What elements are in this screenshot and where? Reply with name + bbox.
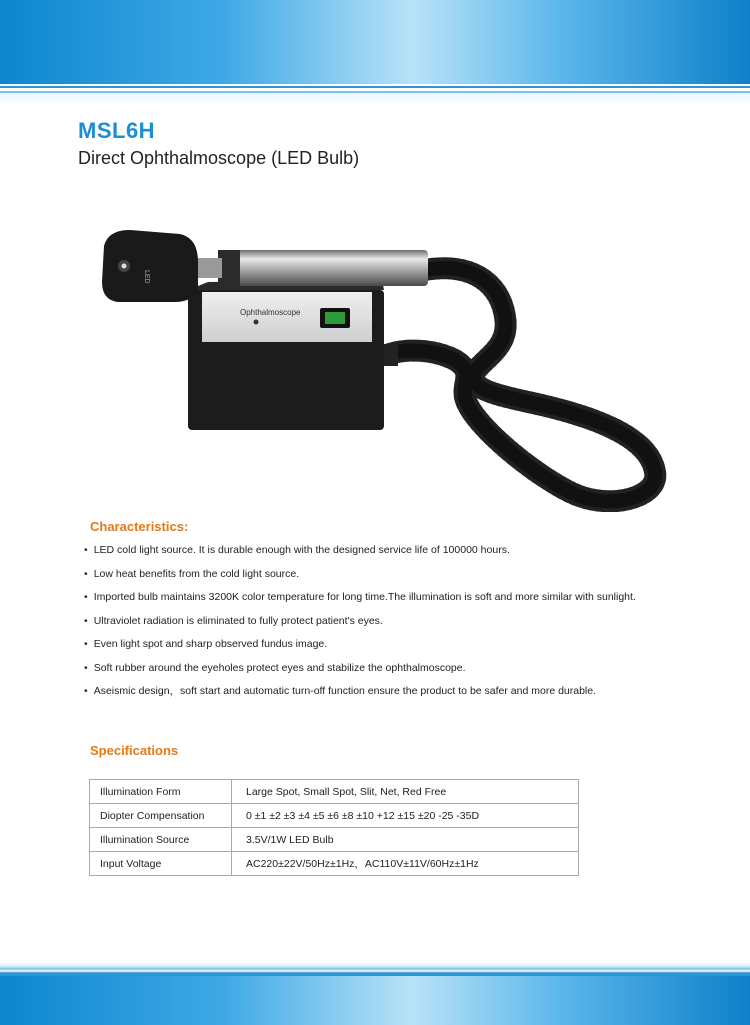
spec-value: 0 ±1 ±2 ±3 ±4 ±5 ±6 ±8 ±10 +12 ±15 ±20 -25 -35D [232,804,579,828]
spec-label: Illumination Form [90,780,232,804]
list-item: • Ultraviolet radiation is eliminated to fully protect patient's eyes. [84,614,724,638]
table-row [90,804,579,828]
ophthalmoscope-image [90,222,690,512]
spec-label: Input Voltage [90,852,232,876]
list-item: • LED cold light source. It is durable enough with the designed service life of 100000 hours. [84,543,724,567]
bottom-stripes [0,962,750,976]
list-item: • Soft rubber around the eyeholes protect eyes and stabilize the ophthalmoscope. [84,661,724,685]
spec-value: 3.5V/1W LED Bulb [232,828,579,852]
list-item: • Even light spot and sharp observed fundus image. [84,637,724,661]
list-item: • Aseismic design，soft start and automatic turn-off function ensure the product to be safer and more durable. [84,684,724,708]
characteristics-list [84,543,724,708]
specifications-table [89,779,579,876]
charger-box [188,280,398,430]
list-item: • Low heat benefits from the cold light source. [84,567,724,591]
spec-value: AC220±22V/50Hz±1Hz，AC110V±11V/60Hz±1Hz [232,852,579,876]
top-stripes [0,84,750,106]
box-label: Ophthalmoscope [240,308,301,317]
model-title: MSL6H [78,118,156,143]
list-item: • Imported bulb maintains 3200K color temperature for long time.The illumination is soft and more similar with sunlight. [84,590,724,614]
table-row [90,828,579,852]
specifications-title: Specifications [90,743,179,758]
top-banner [0,0,750,84]
product-subtitle: Direct Ophthalmoscope (LED Bulb) [78,148,360,168]
spec-label: Illumination Source [90,828,232,852]
head-label: LED [143,270,150,284]
table-row [90,780,579,804]
ophthalmoscope-head [102,230,198,302]
bottom-banner [0,976,750,1025]
spec-value: Large Spot, Small Spot, Slit, Net, Red Free [232,780,579,804]
spec-label: Diopter Compensation [90,804,232,828]
table-row [90,852,579,876]
handle [218,250,428,286]
characteristics-title: Characteristics: [90,519,189,534]
